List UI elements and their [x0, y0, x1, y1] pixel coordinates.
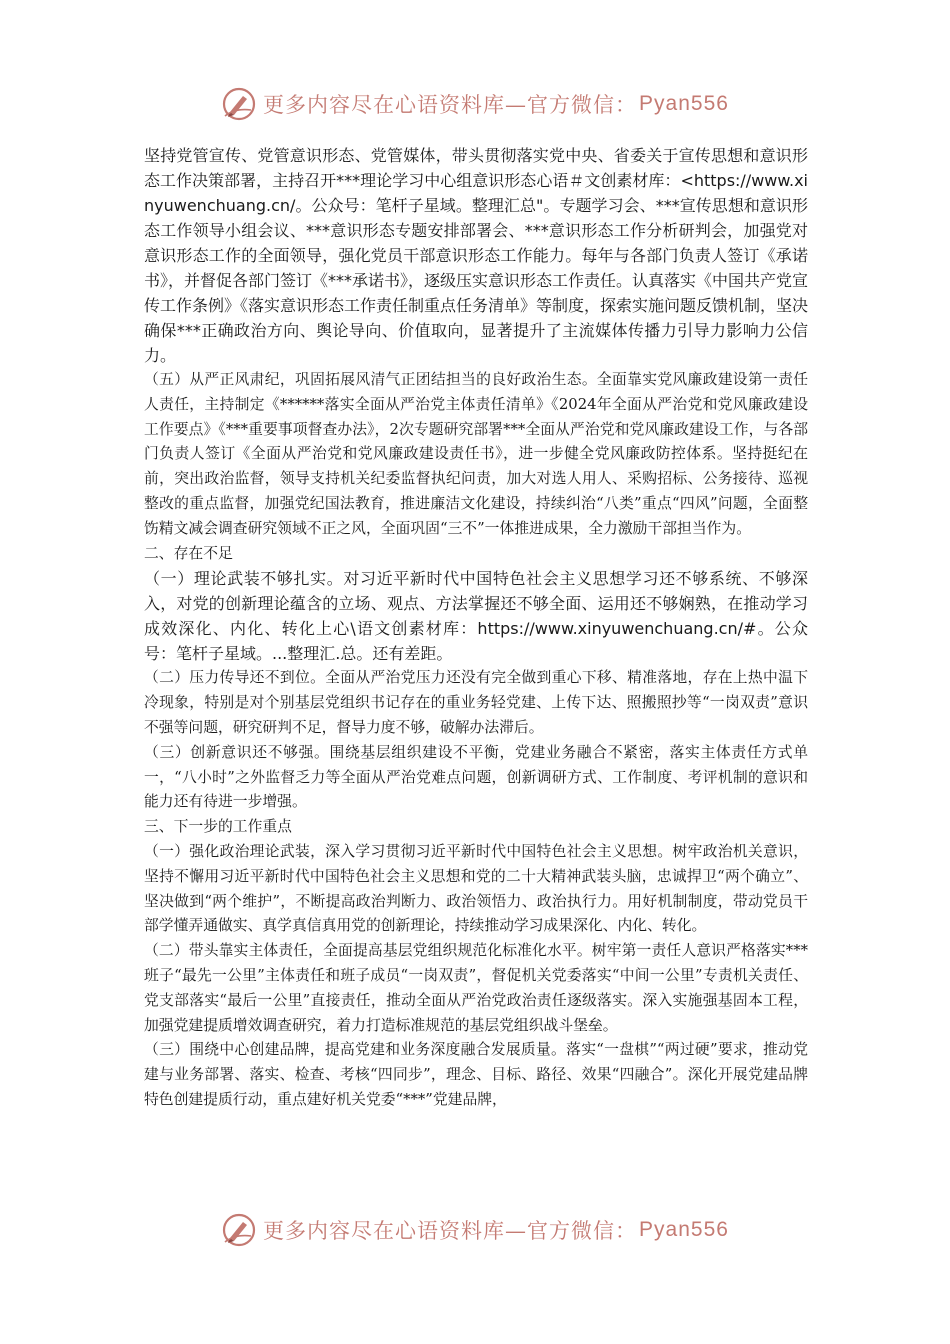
- header-banner: [0, 84, 950, 124]
- pen-logo-icon: [221, 86, 257, 122]
- paragraph-discipline: （五）从严正风肃纪，巩固拓展风清气正团结担当的良好政治生态。全面靠实党风廉政建设第一责任人责任，主持制定《******落实全面从严治党主体责任清单》《2024年全面从严治党和党风廉政建设工作要点》《***重要事项督查办法》，2次专题研究部署***全面从严治党和党风廉政建设工作，与各部门负责人签订《全面从严治党和党风廉政建设责任书》，进一步健全党风廉政防控体系。坚持挺纪在前，突出政治监督，领导支持机关纪委监督执纪问责，加大对选人用人、采购招标、公务接待、巡视整改的重点监督，加强党纪国法教育，推进廉洁文化建设，持续纠治“八类”重点“四风”问题，全面整饬精文减会调查研究领域不正之风，全面巩固“三不”一体推进成果，全力激励干部担当作为。: [144, 371, 808, 537]
- section-heading-next-steps: 三、下一步的工作重点: [144, 818, 292, 836]
- paragraph-pressure: （二）压力传导还不到位。全面从严治党压力还没有完全做到重心下移、精准落地，存在上热中温下冷现象，特别是对个别基层党组织书记存在的重业务轻党建、上传下达、照搬照抄等“一岗双责”意识不强等问题，研究研判不足，督导力度不够，破解办法滞后。: [144, 669, 808, 736]
- section-heading-shortcomings: 二、存在不足: [144, 544, 233, 562]
- pen-logo-icon: [221, 1212, 257, 1248]
- footer-banner-text: 更多内容尽在心语资料库—官方微信：: [263, 1219, 638, 1243]
- paragraph-brand-building: （三）围绕中心创建品牌，提高党建和业务深度融合发展质量。落实“一盘棋”“两过硬”要求，推动党建与业务部署、落实、检查、考核“四同步”，理念、目标、路径、效果“四融合”。深化开展党建品牌特色创建提质行动，重点建好机关党委“***”党建品牌，: [144, 1041, 808, 1108]
- header-banner-text: 更多内容尽在心语资料库—官方微信：: [263, 93, 638, 117]
- footer-wechat-id: Pyan556: [639, 1218, 729, 1241]
- footer-banner: [0, 1210, 950, 1250]
- paragraph-theory-study: （一）理论武装不够扎实。对习近平新时代中国特色社会主义思想学习还不够系统、不够深入，对党的创新理论蕴含的立场、观点、方法掌握还不够全面、运用还不够娴熟，在推动学习成效深化、内化、转化上心\语文创素材库：https://www.xinyuwenchuang.cn/#。公众号：笔杆子星域。...整理汇.总。还有差距。: [144, 569, 808, 664]
- paragraph-ideology-work: 坚持党管宣传、党管意识形态、党管媒体，带头贯彻落实党中央、省委关于宣传思想和意识形态工作决策部署，主持召开***理论学习中心组意识形态心语＃文创素材库：<https://www.xinyuwenchuang.cn/。公众号：笔杆子星域。整理汇总"。专题学习会、***宣传思想和意识形态工作领导小组会议、***意识形态专题安排部署会、***意识形态工作分析研判会，加强党对意识形态工作的全面领导，强化党员干部意识形态工作能力。每年与各部门负责人签订《承诺书》，并督促各部门签订《***承诺书》，逐级压实意识形态工作责任。认真落实《中国共产党宣传工作条例》《落实意识形态工作责任制重点任务清单》等制度，探索实施问题反馈机制，坚决确保***正确政治方向、舆论导向、价值取向，显著提升了主流媒体传播力引导力影响力公信力。: [144, 146, 809, 365]
- paragraph-political-theory: （一）强化政治理论武装，深入学习贯彻习近平新时代中国特色社会主义思想。树牢政治机关意识，坚持不懈用习近平新时代中国特色社会主义思想和党的二十大精神武装头脑，忠诚捍卫“两个确立”、坚决做到“两个维护”，不断提高政治判断力、政治领悟力、政治执行力。用好机制制度，带动党员干部学懂弄通做实、真学真信真用党的创新理论，持续推动学习成果深化、内化、转化。: [144, 842, 808, 935]
- header-wechat-id: Pyan556: [639, 92, 729, 115]
- document-body: [144, 143, 808, 1113]
- paragraph-innovation: （三）创新意识还不够强。围绕基层组织建设不平衡，党建业务融合不紧密，落实主体责任方式单一，“八小时”之外监督乏力等全面从严治党难点问题，创新调研方式、工作制度、考评机制的意识和能力还有待进一步增强。: [144, 743, 808, 811]
- paragraph-responsibility: （二）带头靠实主体责任，全面提高基层党组织规范化标准化水平。树牢第一责任人意识严格落实***班子“最先一公里”主体责任和班子成员“一岗双责”，督促机关党委落实“中间一公里”专责机关责任、党支部落实“最后一公里”直接责任，推动全面从严治党政治责任逐级落实。深入实施强基固本工程，加强党建提质增效调查研究，着力打造标准规范的基层党组织战斗堡垒。: [144, 942, 808, 1034]
